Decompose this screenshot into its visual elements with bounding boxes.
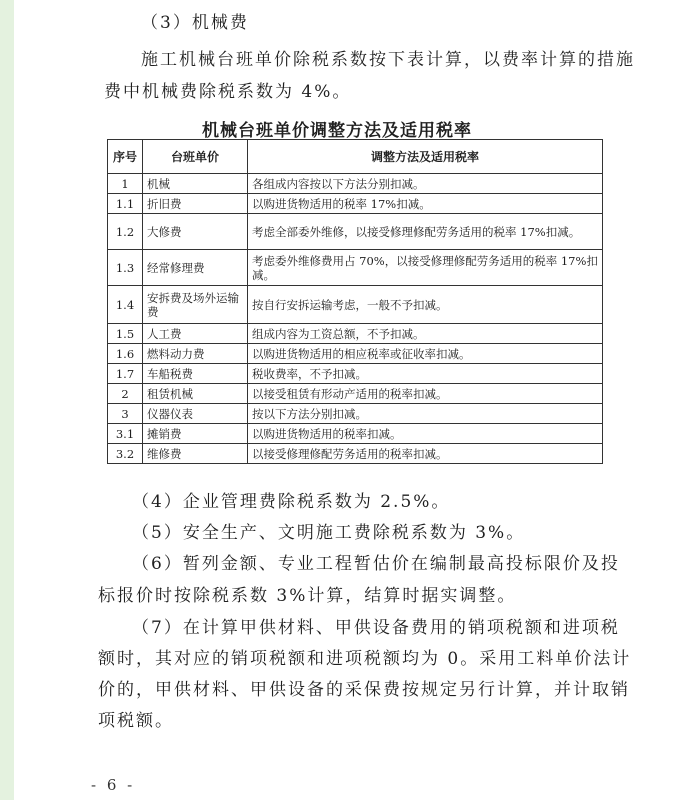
paragraph-line: 标报价时按除税系数 3%计算，结算时据实调整。: [98, 586, 517, 606]
row-method: 各组成内容按以下方法分别扣减。: [248, 174, 603, 194]
row-method: 税收费率，不予扣减。: [248, 364, 603, 384]
row-item: 大修费: [143, 214, 248, 250]
paragraph-line: 项税额。: [98, 711, 174, 731]
table-row: [108, 214, 603, 250]
paragraph-item-5: （5）安全生产、文明施工费除税系数为 3%。: [132, 523, 526, 543]
row-no: 1: [108, 174, 143, 194]
row-method: 以接受租赁有形动产适用的税率扣减。: [248, 384, 603, 404]
paragraph-line: 额时，其对应的销项税额和进项税额均为 0。采用工料单价法计: [98, 649, 632, 669]
table-row: [108, 286, 603, 324]
page-number: - 6 -: [91, 776, 136, 794]
row-item: 折旧费: [143, 194, 248, 214]
row-no: 1.3: [108, 250, 143, 286]
paragraph-line: 价的，甲供材料、甲供设备的采保费按规定另行计算，并计取销: [98, 680, 630, 700]
paragraph-line: 施工机械台班单价除税系数按下表计算，以费率计算的措施: [141, 50, 635, 70]
row-no: 3.2: [108, 444, 143, 464]
table-row: [108, 424, 603, 444]
row-method: 考虑全部委外维修，以接受修理修配劳务适用的税率 17%扣减。: [248, 214, 603, 250]
row-item: 经常修理费: [143, 250, 248, 286]
table-row: [108, 444, 603, 464]
row-item: 租赁机械: [143, 384, 248, 404]
row-no: 1.2: [108, 214, 143, 250]
row-item: 仪器仪表: [143, 404, 248, 424]
row-item: 摊销费: [143, 424, 248, 444]
table-header-row: [108, 140, 603, 174]
table-row: [108, 250, 603, 286]
row-item: 机械: [143, 174, 248, 194]
section-heading: （3）机械费: [141, 13, 249, 33]
row-no: 3.1: [108, 424, 143, 444]
row-no: 1.4: [108, 286, 143, 324]
row-no: 1.6: [108, 344, 143, 364]
table-row: [108, 404, 603, 424]
table-row: [108, 364, 603, 384]
header-no: 序号: [108, 140, 143, 174]
row-method: 考虑委外维修费用占 70%，以接受修理修配劳务适用的税率 17%扣减。: [248, 250, 603, 286]
table-row: [108, 344, 603, 364]
paragraph-line: 费中机械费除税系数为 4%。: [104, 82, 352, 102]
row-no: 1.1: [108, 194, 143, 214]
row-method: 以购进货物适用的税率扣减。: [248, 424, 603, 444]
row-method: 按以下方法分别扣减。: [248, 404, 603, 424]
row-item: 安拆费及场外运输费: [143, 286, 248, 324]
row-method: 以购进货物适用的税率 17%扣减。: [248, 194, 603, 214]
header-method: 调整方法及适用税率: [248, 140, 603, 174]
row-no: 3: [108, 404, 143, 424]
row-method: 以购进货物适用的相应税率或征收率扣减。: [248, 344, 603, 364]
paragraph-line: （6）暂列金额、专业工程暂估价在编制最高投标限价及投: [132, 554, 620, 574]
row-no: 1.5: [108, 324, 143, 344]
row-item: 维修费: [143, 444, 248, 464]
row-method: 组成内容为工资总额，不予扣减。: [248, 324, 603, 344]
row-item: 燃料动力费: [143, 344, 248, 364]
row-no: 1.7: [108, 364, 143, 384]
table-title: 机械台班单价调整方法及适用税率: [202, 121, 472, 141]
rates-table: [107, 139, 603, 464]
table-row: [108, 174, 603, 194]
table-row: [108, 194, 603, 214]
paragraph-item-4: （4）企业管理费除税系数为 2.5%。: [132, 492, 451, 512]
row-item: 车船税费: [143, 364, 248, 384]
header-item: 台班单价: [143, 140, 248, 174]
row-method: 按自行安拆运输考虑，一般不予扣减。: [248, 286, 603, 324]
row-item: 人工费: [143, 324, 248, 344]
row-method: 以接受修理修配劳务适用的税率扣减。: [248, 444, 603, 464]
table-row: [108, 324, 603, 344]
table-row: [108, 384, 603, 404]
paragraph-line: （7）在计算甲供材料、甲供设备费用的销项税额和进项税: [132, 618, 620, 638]
row-no: 2: [108, 384, 143, 404]
